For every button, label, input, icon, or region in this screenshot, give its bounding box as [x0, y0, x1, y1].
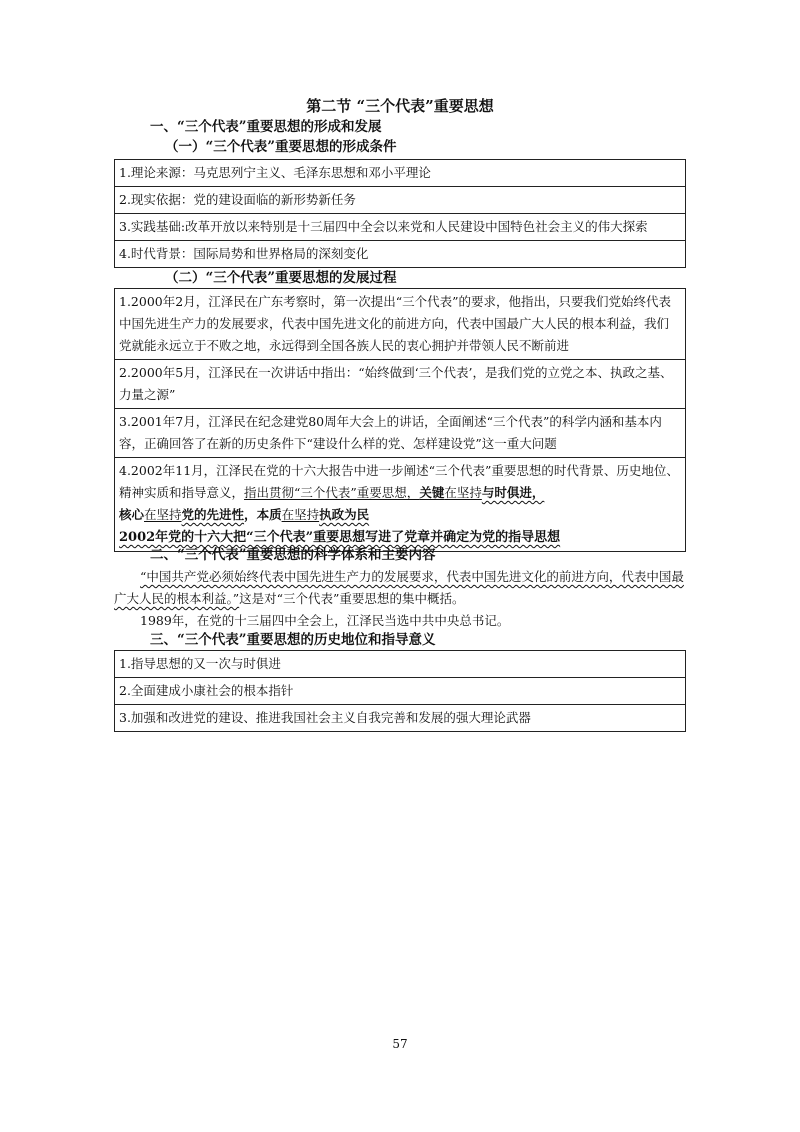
row4-text: ， [244, 507, 257, 522]
table-row: 3.2001年7月，江泽民在纪念建党80周年大会上的讲话，全面阐述“三个代表”的科学内涵和基本内容，正确回答了在新的历史条件下“建设什么样的党、怎样建设党”这一重大问题 [115, 408, 685, 457]
row4-key-label: 关键 [419, 485, 445, 500]
row4-emphasis: 执政为民 [319, 507, 370, 522]
section-2-heading: 二、“三个代表”重要思想的科学体系和主要内容 [150, 547, 436, 563]
section-3-heading: 三、“三个代表”重要思想的历史地位和指导意义 [150, 632, 436, 648]
table-row: 2.现实依据：党的建设面临的新形势新任务 [115, 186, 685, 213]
election-paragraph: 1989年，在党的十三届四中全会上，江泽民当选中共中央总书记。 [140, 613, 510, 628]
page-number: 57 [392, 1037, 408, 1051]
row4-core-label: 核心 [119, 507, 145, 522]
formation-conditions-table [114, 159, 686, 268]
table-row: 4.时代背景：国际局势和世界格局的深刻变化 [115, 240, 685, 267]
row4-essence-label: 本质 [256, 507, 282, 522]
table-row: 3.实践基础:改革开放以来特别是十三届四中全会以来党和人民建设中国特色社会主义的伟大探索 [115, 213, 685, 240]
row4-bold-conclusion: 2002年党的十六大把“三个代表”重要思想写进了党章并确定为党的指导思想 [119, 530, 561, 545]
row4-emphasis: 党的先进性 [181, 507, 245, 522]
table-row: 1.指导思想的又一次与时俱进 [119, 656, 281, 671]
table-row: 1.理论来源：马克思列宁主义、毛泽东思想和邓小平理论 [119, 165, 431, 180]
table-row-2002 [115, 457, 685, 551]
row4-text: 4.2002年11月，江泽民在党的十六大报告中进一步阐述“三个代表”重要思想的时代背景、历史地位、精神实质和指导意义， [119, 463, 679, 500]
section-1-sub-1-heading: （一）“三个代表”重要思想的形成条件 [165, 139, 397, 155]
row4-text: 在坚持 [444, 485, 482, 500]
row4-underlined-text: 指出贯彻“三个代表”重要思想， [244, 485, 420, 500]
table-row: 1.2000年2月，江泽民在广东考察时，第一次提出“三个代表”的要求，他指出，只要我们党始终代表中国先进生产力的发展要求，代表中国先进文化的前进方向，代表中国最广大人民的根本利益，我们党就能永远立于不败之地，永远得到全国各族人民的衷心拥护并带领人民不断前进 [119, 294, 671, 353]
row4-text: 在坚持 [144, 507, 182, 522]
quote-text: “中国共产党必须始终代表中国先进生产力的发展要求，代表中国先进文化的前进方向，代表中国最广大人民的根本利益。” [114, 569, 684, 606]
row4-emphasis: 与时俱进， [481, 485, 545, 500]
quote-tail: 这是对“三个代表”重要思想的集中概括。 [239, 591, 465, 606]
row4-text: 在坚持 [281, 507, 320, 522]
development-process-table [114, 288, 686, 552]
section-1-heading: 一、“三个代表”重要思想的形成和发展 [150, 119, 382, 135]
historical-status-table [114, 650, 686, 732]
summary-paragraph [114, 566, 686, 610]
section-1-sub-2-heading: （二）“三个代表”重要思想的发展过程 [165, 270, 397, 286]
table-row: 3.加强和改进党的建设、推进我国社会主义自我完善和发展的强大理论武器 [115, 704, 685, 731]
page-title: 第二节 “三个代表”重要思想 [306, 97, 494, 115]
table-row: 2.全面建成小康社会的根本指针 [115, 677, 685, 704]
table-row: 2.2000年5月，江泽民在一次讲话中指出：“始终做到‘三个代表’，是我们党的立党之本、执政之基、力量之源” [115, 359, 685, 408]
